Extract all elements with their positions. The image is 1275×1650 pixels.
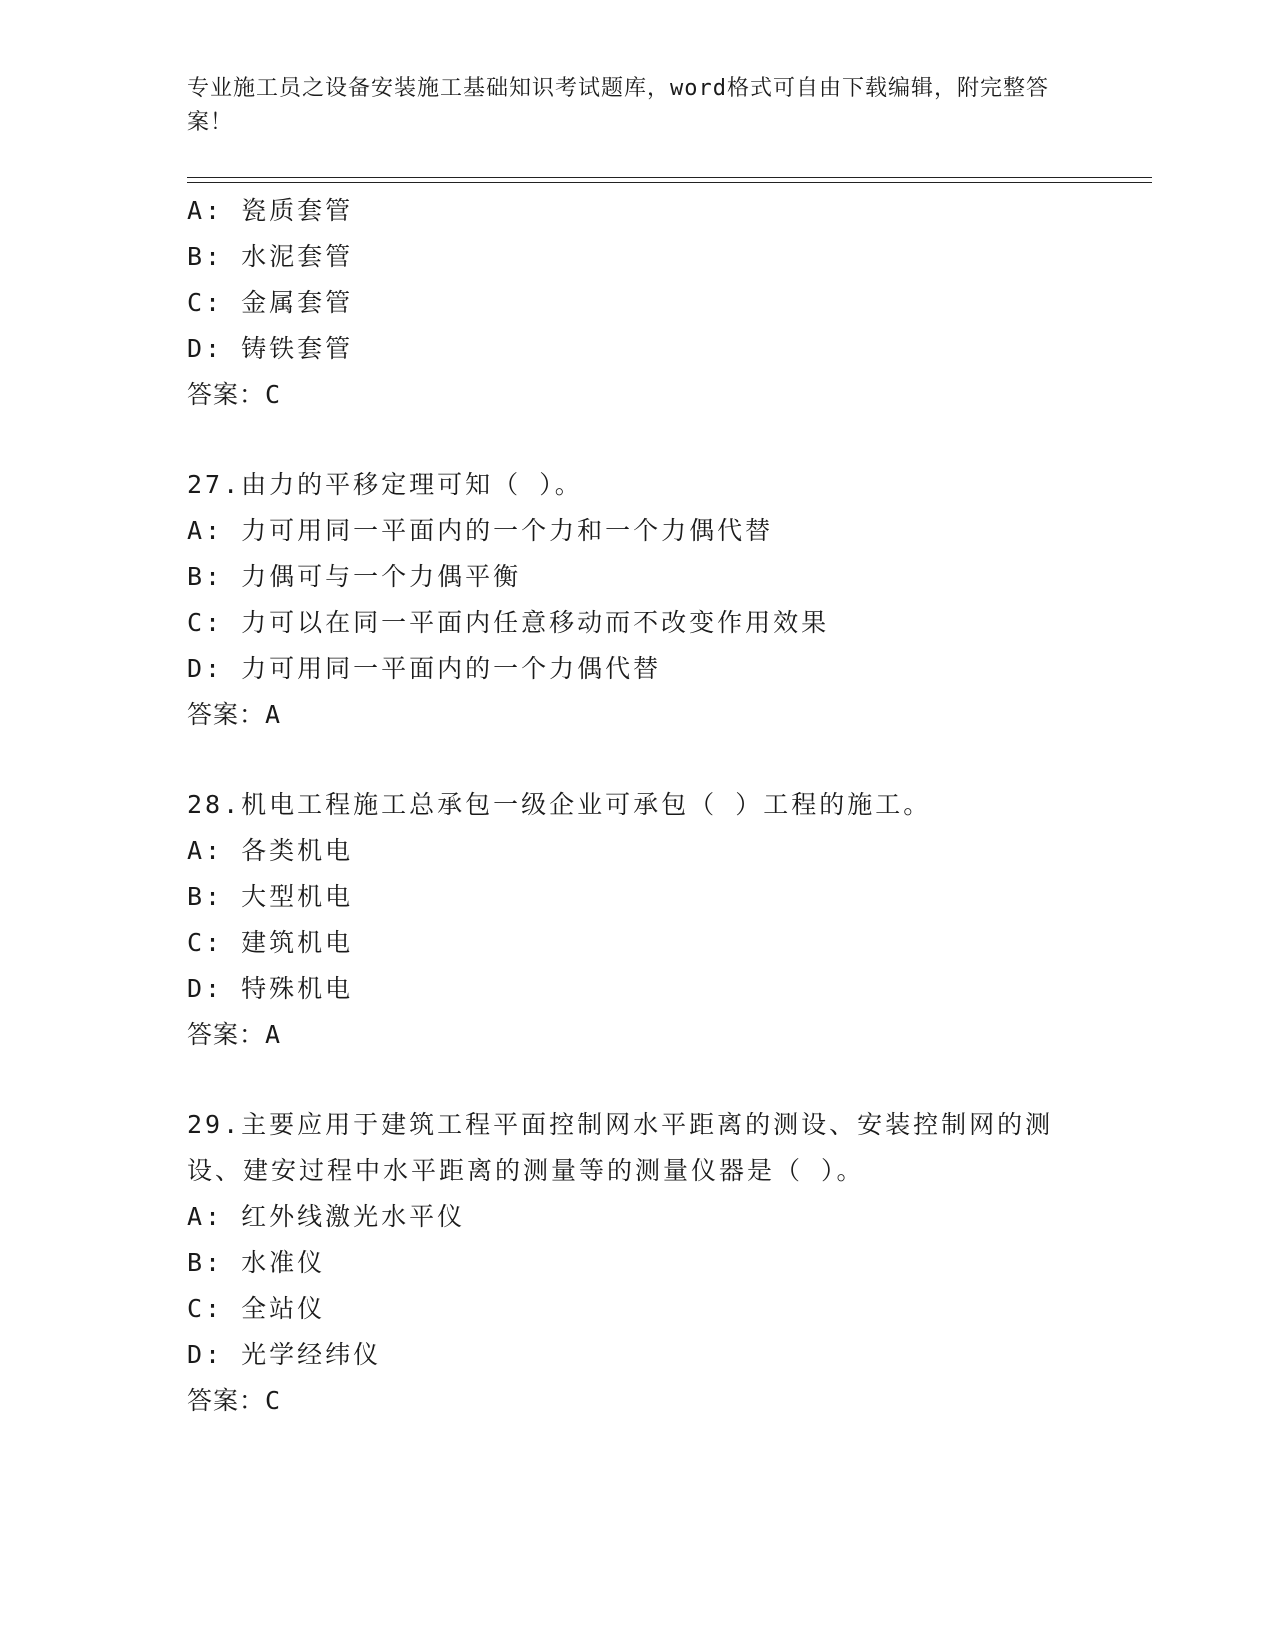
- option-b: B: 大型机电: [187, 882, 354, 911]
- option-d: D: 铸铁套管: [187, 334, 354, 363]
- question-27: [187, 462, 1107, 738]
- option-b: B: 水准仪: [187, 1248, 326, 1277]
- option-a: A: 瓷质套管: [187, 196, 354, 225]
- header-title: 专业施工员之设备安装施工基础知识考试题库，word格式可自由下载编辑，附完整答案！: [187, 76, 1049, 135]
- question-continued: [187, 188, 1107, 418]
- option-a: A: 力可用同一平面内的一个力和一个力偶代替: [187, 516, 774, 545]
- question-text: 27.由力的平移定理可知（ ）。: [187, 470, 583, 499]
- answer-line: 答案：C: [187, 380, 282, 409]
- document-header: [187, 72, 1067, 140]
- answer-line: 答案：A: [187, 700, 282, 729]
- option-c: C: 力可以在同一平面内任意移动而不改变作用效果: [187, 608, 830, 637]
- question-list: [187, 188, 1107, 1424]
- option-b: B: 力偶可与一个力偶平衡: [187, 562, 522, 591]
- option-c: C: 全站仪: [187, 1294, 326, 1323]
- question-text: 28.机电工程施工总承包一级企业可承包（ ）工程的施工。: [187, 790, 932, 819]
- question-28: [187, 782, 1107, 1058]
- option-d: D: 光学经纬仪: [187, 1340, 382, 1369]
- question-text: 29.主要应用于建筑工程平面控制网水平距离的测设、安装控制网的测设、建安过程中水平距离的测量等的测量仪器是（ ）。: [187, 1110, 1054, 1185]
- option-c: C: 金属套管: [187, 288, 354, 317]
- question-29: [187, 1102, 1107, 1424]
- option-a: A: 红外线激光水平仪: [187, 1202, 466, 1231]
- answer-line: 答案：A: [187, 1020, 282, 1049]
- option-a: A: 各类机电: [187, 836, 354, 865]
- answer-line: 答案：C: [187, 1386, 282, 1415]
- option-d: D: 特殊机电: [187, 974, 354, 1003]
- header-divider-bottom: [187, 182, 1152, 183]
- option-b: B: 水泥套管: [187, 242, 354, 271]
- option-c: C: 建筑机电: [187, 928, 354, 957]
- option-d: D: 力可用同一平面内的一个力偶代替: [187, 654, 662, 683]
- header-divider-top: [187, 177, 1152, 178]
